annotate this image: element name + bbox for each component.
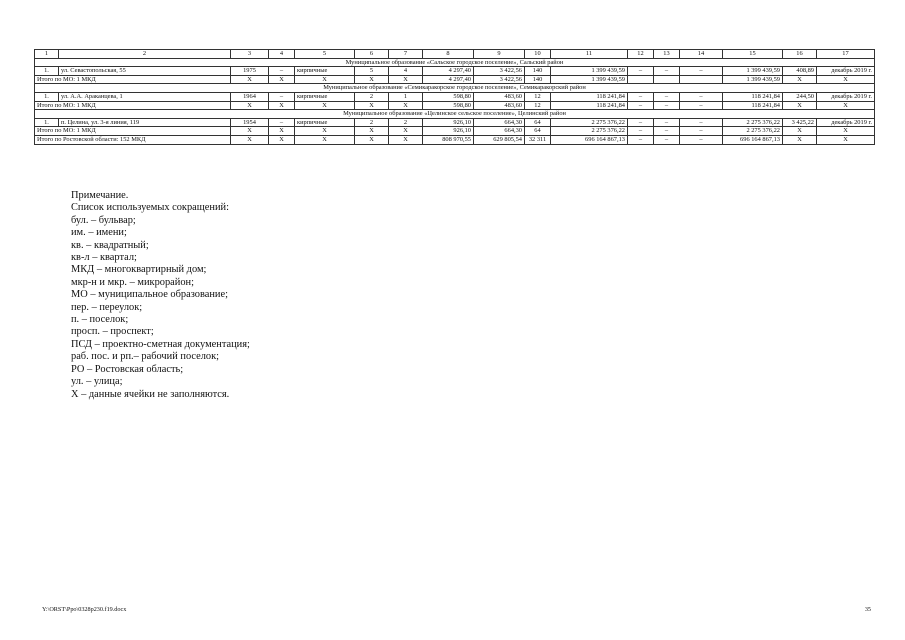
column-number: 13 bbox=[654, 50, 680, 59]
total-cell: X bbox=[817, 127, 875, 136]
total-cell: 1 399 439,59 bbox=[551, 75, 628, 84]
footer-page-number: 35 bbox=[864, 606, 871, 613]
total-cell: 926,10 bbox=[423, 127, 474, 136]
table-cell: 598,80 bbox=[423, 92, 474, 101]
total-cell: 2 275 376,22 bbox=[723, 127, 783, 136]
total-cell: X bbox=[817, 75, 875, 84]
table-cell: 3 422,56 bbox=[474, 67, 525, 76]
total-cell: X bbox=[231, 75, 269, 84]
total-cell: – bbox=[628, 127, 654, 136]
note-line: МО – муниципальное образование; bbox=[71, 289, 228, 301]
column-number: 8 bbox=[423, 50, 474, 59]
total-cell: – bbox=[680, 127, 723, 136]
table-cell: 64 bbox=[525, 118, 551, 127]
table-row bbox=[35, 92, 875, 101]
total-cell: X bbox=[269, 101, 295, 110]
grand-total-cell: – bbox=[680, 135, 723, 144]
grand-total-cell: – bbox=[654, 135, 680, 144]
total-label: Итого по МО: 1 МКД bbox=[35, 127, 231, 136]
total-cell: 118 241,84 bbox=[551, 101, 628, 110]
table-cell: – bbox=[628, 118, 654, 127]
total-cell bbox=[680, 75, 723, 84]
note-line: раб. пос. и рп.– рабочий поселок; bbox=[71, 351, 220, 363]
table-cell: 140 bbox=[525, 67, 551, 76]
column-number: 9 bbox=[474, 50, 525, 59]
total-cell: 664,30 bbox=[474, 127, 525, 136]
table-cell: – bbox=[680, 67, 723, 76]
total-cell: 118 241,84 bbox=[723, 101, 783, 110]
total-cell: 64 bbox=[525, 127, 551, 136]
grand-total-cell: 629 805,54 bbox=[474, 135, 525, 144]
grand-total-cell: X bbox=[817, 135, 875, 144]
column-number: 17 bbox=[817, 50, 875, 59]
table-cell: 2 275 376,22 bbox=[551, 118, 628, 127]
table-cell: 3 425,22 bbox=[783, 118, 817, 127]
table-cell: 5 bbox=[355, 67, 389, 76]
total-cell: X bbox=[295, 127, 355, 136]
column-number: 5 bbox=[295, 50, 355, 59]
table-cell: 4 297,40 bbox=[423, 67, 474, 76]
note-line: им. – имени; bbox=[71, 227, 127, 239]
note-line: кв. – квадратный; bbox=[71, 239, 149, 251]
column-number: 14 bbox=[680, 50, 723, 59]
total-label: Итого по МО: 1 МКД bbox=[35, 75, 231, 84]
table-cell: декабрь 2019 г. bbox=[817, 67, 875, 76]
column-number: 12 bbox=[628, 50, 654, 59]
grand-total-cell: X bbox=[355, 135, 389, 144]
section-title-row bbox=[35, 58, 875, 67]
grand-total-cell: 696 164 867,13 bbox=[551, 135, 628, 144]
grand-total-label: Итого по Ростовской области: 152 МКД bbox=[35, 135, 231, 144]
column-number: 16 bbox=[783, 50, 817, 59]
notes-lines bbox=[71, 202, 250, 401]
total-cell: X bbox=[389, 75, 423, 84]
footer-file-path: Y:\ORST\Ppo\0328p230.f19.docx bbox=[42, 606, 127, 613]
total-cell: X bbox=[295, 75, 355, 84]
table-cell: – bbox=[269, 67, 295, 76]
total-cell: 140 bbox=[525, 75, 551, 84]
grand-total-row bbox=[35, 135, 875, 144]
table-cell: 12 bbox=[525, 92, 551, 101]
grand-total-cell: 696 164 867,13 bbox=[723, 135, 783, 144]
grand-total-cell: X bbox=[783, 135, 817, 144]
section-title: Муниципальное образование «Сальское городское поселение», Сальский район bbox=[35, 58, 875, 67]
table-cell: – bbox=[680, 118, 723, 127]
table-row bbox=[35, 67, 875, 76]
table-cell: декабрь 2019 г. bbox=[817, 118, 875, 127]
total-cell: 598,80 bbox=[423, 101, 474, 110]
table-row bbox=[35, 118, 875, 127]
table-cell: – bbox=[628, 92, 654, 101]
table-cell: декабрь 2019 г. bbox=[817, 92, 875, 101]
grand-total-cell: X bbox=[295, 135, 355, 144]
mkd-repair-table bbox=[34, 49, 875, 145]
table-cell: 244,50 bbox=[783, 92, 817, 101]
column-number: 10 bbox=[525, 50, 551, 59]
total-cell: X bbox=[355, 75, 389, 84]
total-row bbox=[35, 127, 875, 136]
column-number: 4 bbox=[269, 50, 295, 59]
total-cell: 1 399 439,59 bbox=[723, 75, 783, 84]
column-number: 3 bbox=[231, 50, 269, 59]
table-header-row bbox=[35, 50, 875, 59]
note-line: п. – поселок; bbox=[71, 314, 129, 326]
note-line: X – данные ячейки не заполняются. bbox=[71, 388, 230, 400]
table-cell: – bbox=[680, 92, 723, 101]
total-cell: X bbox=[231, 127, 269, 136]
note-line: пер. – переулок; bbox=[71, 301, 143, 313]
total-cell: X bbox=[783, 127, 817, 136]
section-title: Муниципальное образование «Целинское сельское поселение», Целинский район bbox=[35, 110, 875, 119]
total-cell: X bbox=[389, 101, 423, 110]
total-cell: X bbox=[783, 75, 817, 84]
note-line: бул. – бульвар; bbox=[71, 214, 136, 226]
column-number: 11 bbox=[551, 50, 628, 59]
table-cell: 1. bbox=[35, 67, 59, 76]
table-cell: 118 241,84 bbox=[551, 92, 628, 101]
table-cell: 2 bbox=[355, 118, 389, 127]
table-cell: – bbox=[269, 118, 295, 127]
total-cell: X bbox=[783, 101, 817, 110]
table-cell: 4 bbox=[389, 67, 423, 76]
total-cell: X bbox=[817, 101, 875, 110]
column-number: 7 bbox=[389, 50, 423, 59]
table-cell: ул. А.А. Араканцева, 1 bbox=[59, 92, 231, 101]
table-cell: кирпичные bbox=[295, 67, 355, 76]
table-cell: – bbox=[654, 118, 680, 127]
table-cell: – bbox=[654, 92, 680, 101]
table-cell: 408,89 bbox=[783, 67, 817, 76]
note-line: ПСД – проектно-сметная документация; bbox=[71, 338, 250, 350]
grand-total-cell: – bbox=[628, 135, 654, 144]
total-cell bbox=[654, 75, 680, 84]
total-cell: – bbox=[680, 101, 723, 110]
table-cell: 1 399 439,59 bbox=[551, 67, 628, 76]
section-title: Муниципальное образование «Семикаракорское городское поселение», Семикаракорский район bbox=[35, 84, 875, 93]
table-cell: 926,10 bbox=[423, 118, 474, 127]
grand-total-cell: X bbox=[231, 135, 269, 144]
total-cell: 483,60 bbox=[474, 101, 525, 110]
total-cell: X bbox=[295, 101, 355, 110]
column-number: 2 bbox=[59, 50, 231, 59]
table-cell: – bbox=[654, 67, 680, 76]
table-cell: 483,60 bbox=[474, 92, 525, 101]
total-cell: – bbox=[654, 127, 680, 136]
notes-heading: Примечание. bbox=[71, 190, 129, 201]
total-cell: 4 297,40 bbox=[423, 75, 474, 84]
total-cell: X bbox=[355, 101, 389, 110]
table-cell: 664,30 bbox=[474, 118, 525, 127]
total-cell: X bbox=[389, 127, 423, 136]
table-cell: кирпичные bbox=[295, 118, 355, 127]
total-cell: X bbox=[269, 127, 295, 136]
table-cell: 2 bbox=[355, 92, 389, 101]
note-line: МКД – многоквартирный дом; bbox=[71, 264, 207, 276]
note-line: кв-л – квартал; bbox=[71, 252, 137, 264]
total-cell bbox=[628, 75, 654, 84]
total-cell: X bbox=[231, 101, 269, 110]
table-cell: 1 399 439,59 bbox=[723, 67, 783, 76]
grand-total-cell: 32 311 bbox=[525, 135, 551, 144]
total-cell: 3 422,56 bbox=[474, 75, 525, 84]
total-cell: – bbox=[628, 101, 654, 110]
grand-total-cell: 808 970,55 bbox=[423, 135, 474, 144]
table-cell: п. Целина, ул. 3-я линия, 119 bbox=[59, 118, 231, 127]
table-cell: 2 275 376,22 bbox=[723, 118, 783, 127]
notes-block bbox=[71, 190, 250, 401]
table-cell: кирпичные bbox=[295, 92, 355, 101]
table-cell: – bbox=[269, 92, 295, 101]
total-row bbox=[35, 75, 875, 84]
section-title-row bbox=[35, 110, 875, 119]
note-line: просп. – проспект; bbox=[71, 326, 154, 338]
total-cell: 2 275 376,22 bbox=[551, 127, 628, 136]
table-cell: 1. bbox=[35, 118, 59, 127]
note-line: Список используемых сокращений: bbox=[71, 202, 229, 214]
table-cell: 2 bbox=[389, 118, 423, 127]
total-cell: X bbox=[269, 75, 295, 84]
section-title-row bbox=[35, 84, 875, 93]
total-cell: X bbox=[355, 127, 389, 136]
table-cell: 1. bbox=[35, 92, 59, 101]
table-cell: ул. Севастопольская, 55 bbox=[59, 67, 231, 76]
grand-total-cell: X bbox=[389, 135, 423, 144]
note-line: РО – Ростовская область; bbox=[71, 363, 184, 375]
column-number: 1 bbox=[35, 50, 59, 59]
table-cell: – bbox=[628, 67, 654, 76]
total-cell: – bbox=[654, 101, 680, 110]
table-cell: 1 bbox=[389, 92, 423, 101]
table-cell: 1975 bbox=[231, 67, 269, 76]
column-number: 6 bbox=[355, 50, 389, 59]
total-cell: 12 bbox=[525, 101, 551, 110]
table-cell: 118 241,84 bbox=[723, 92, 783, 101]
table-body bbox=[35, 50, 875, 145]
grand-total-cell: X bbox=[269, 135, 295, 144]
table-cell: 1954 bbox=[231, 118, 269, 127]
column-number: 15 bbox=[723, 50, 783, 59]
table-cell: 1964 bbox=[231, 92, 269, 101]
total-label: Итого по МО: 1 МКД bbox=[35, 101, 231, 110]
note-line: мкр-н и мкр. – микрорайон; bbox=[71, 276, 194, 288]
note-line: ул. – улица; bbox=[71, 376, 123, 388]
total-row bbox=[35, 101, 875, 110]
